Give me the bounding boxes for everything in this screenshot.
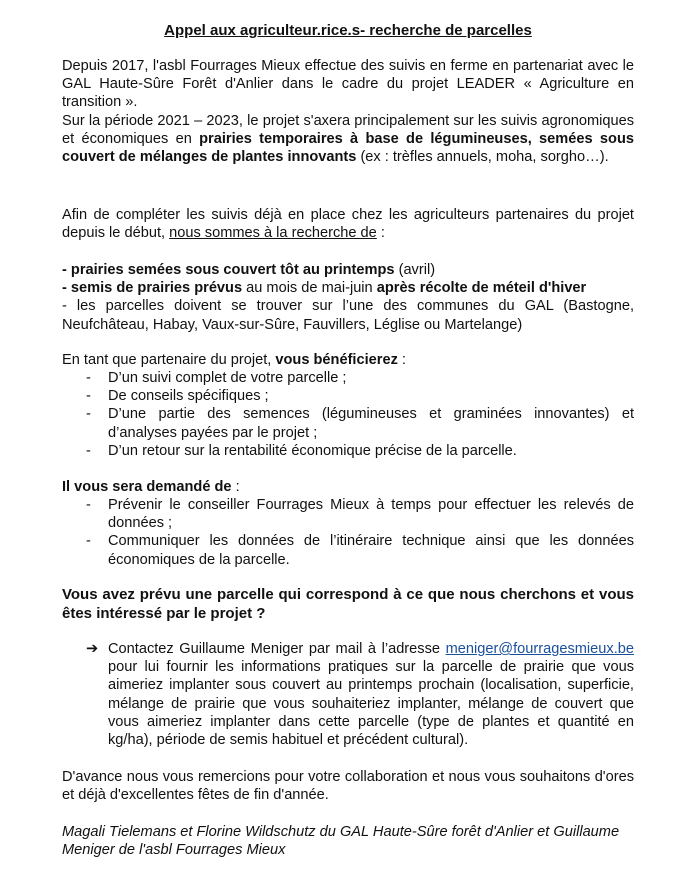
intro-section — [62, 57, 634, 166]
intro-paragraph-1: Depuis 2017, l'asbl Fourrages Mieux effectue des suivis en ferme en partenariat avec le GAL Haute-Sûre Forêt d'Anlier dans le cadre du projet LEADER « Agriculture en transition ». — [62, 58, 634, 111]
list-item: - De conseils spécifiques ; — [86, 388, 269, 405]
contact-item: ➔ Contactez Guillaume Meniger par mail à l’adresse meniger@fourragesmieux.be pour lui fournir les informations pratiques sur la parcelle de prairie que vous aimeriez implanter sous couvert au printemps prochain (localisation, superficie, mélange de prairie que vous souhaiteriez implanter, mélange de couvert que vous aimeriez implanter dans cette parcelle (type de plantes et quantité en kg/ha), période de semis habituel et précédent cultural). — [86, 641, 634, 749]
intro-paragraph-2: Sur la période 2021 – 2023, le projet s'axera principalement sur les suivis agronomiques et économiques en prairies temporaires à base de légumineuses, semées sous couvert de mélanges de plantes innovants (ex : trèfles annuels, moha, sorgho…). — [62, 112, 634, 166]
criteria-item-1: - prairies semées sous couvert tôt au printemps (avril) — [62, 262, 436, 278]
page-title: Appel aux agriculteur.rice.s- recherche de parcelles — [164, 22, 532, 39]
search-criteria — [62, 261, 634, 334]
list-item: - D’un retour sur la rentabilité économique précise de la parcelle. — [86, 442, 517, 459]
question-heading: Vous avez prévu une parcelle qui correspond à ce que nous cherchons et vous êtes intéressé par le projet ? — [62, 586, 634, 622]
signature: Magali Tielemans et Florine Wildschutz du GAL Haute-Sûre forêt d'Anlier et Guillaume Meniger de l'asbl Fourrages Mieux — [62, 824, 620, 859]
contact-section — [62, 640, 634, 749]
search-underline: nous sommes à la recherche de — [169, 225, 377, 242]
list-item: - D’un suivi complet de votre parcelle ; — [86, 370, 347, 386]
closing-paragraph: D'avance nous vous remercions pour votre collaboration et nous vous souhaitons d'ores et déjà d'excellentes fêtes de fin d'année. — [62, 769, 634, 804]
benefits-intro: En tant que partenaire du projet, vous bénéficierez : — [62, 352, 406, 368]
list-item: - Prévenir le conseiller Fourrages Mieux à temps pour effectuer les relevés de données ; — [86, 497, 634, 532]
search-paragraph: Afin de compléter les suivis déjà en place chez les agriculteurs partenaires du projet depuis le début, nous sommes à la recherche de : — [62, 207, 634, 242]
requested-list — [62, 496, 634, 569]
intro-emphasis: prairies temporaires à base de légumineuses, semées sous couvert de mélanges de plantes innovants — [62, 130, 634, 166]
criteria-item-3: - les parcelles doivent se trouver sur l’une des communes du GAL (Bastogne, Neufchâteau, Habay, Vaux-sur-Sûre, Fauvillers, Léglise ou Martelange) — [62, 298, 634, 333]
list-item: - D’une partie des semences (légumineuses et graminées innovantes) et d’analyses payées par le projet ; — [86, 406, 634, 441]
email-link[interactable]: meniger@fourragesmieux.be — [445, 641, 634, 657]
benefits-list — [62, 369, 634, 460]
requested-heading: Il vous sera demandé de : — [62, 479, 240, 495]
arrow-right-icon: ➔ — [86, 641, 99, 657]
list-item: - Communiquer les données de l’itinéraire technique ainsi que les données économiques de la parcelle. — [86, 533, 634, 568]
criteria-item-2: - semis de prairies prévus au mois de mai-juin après récolte de méteil d'hiver — [62, 280, 587, 297]
